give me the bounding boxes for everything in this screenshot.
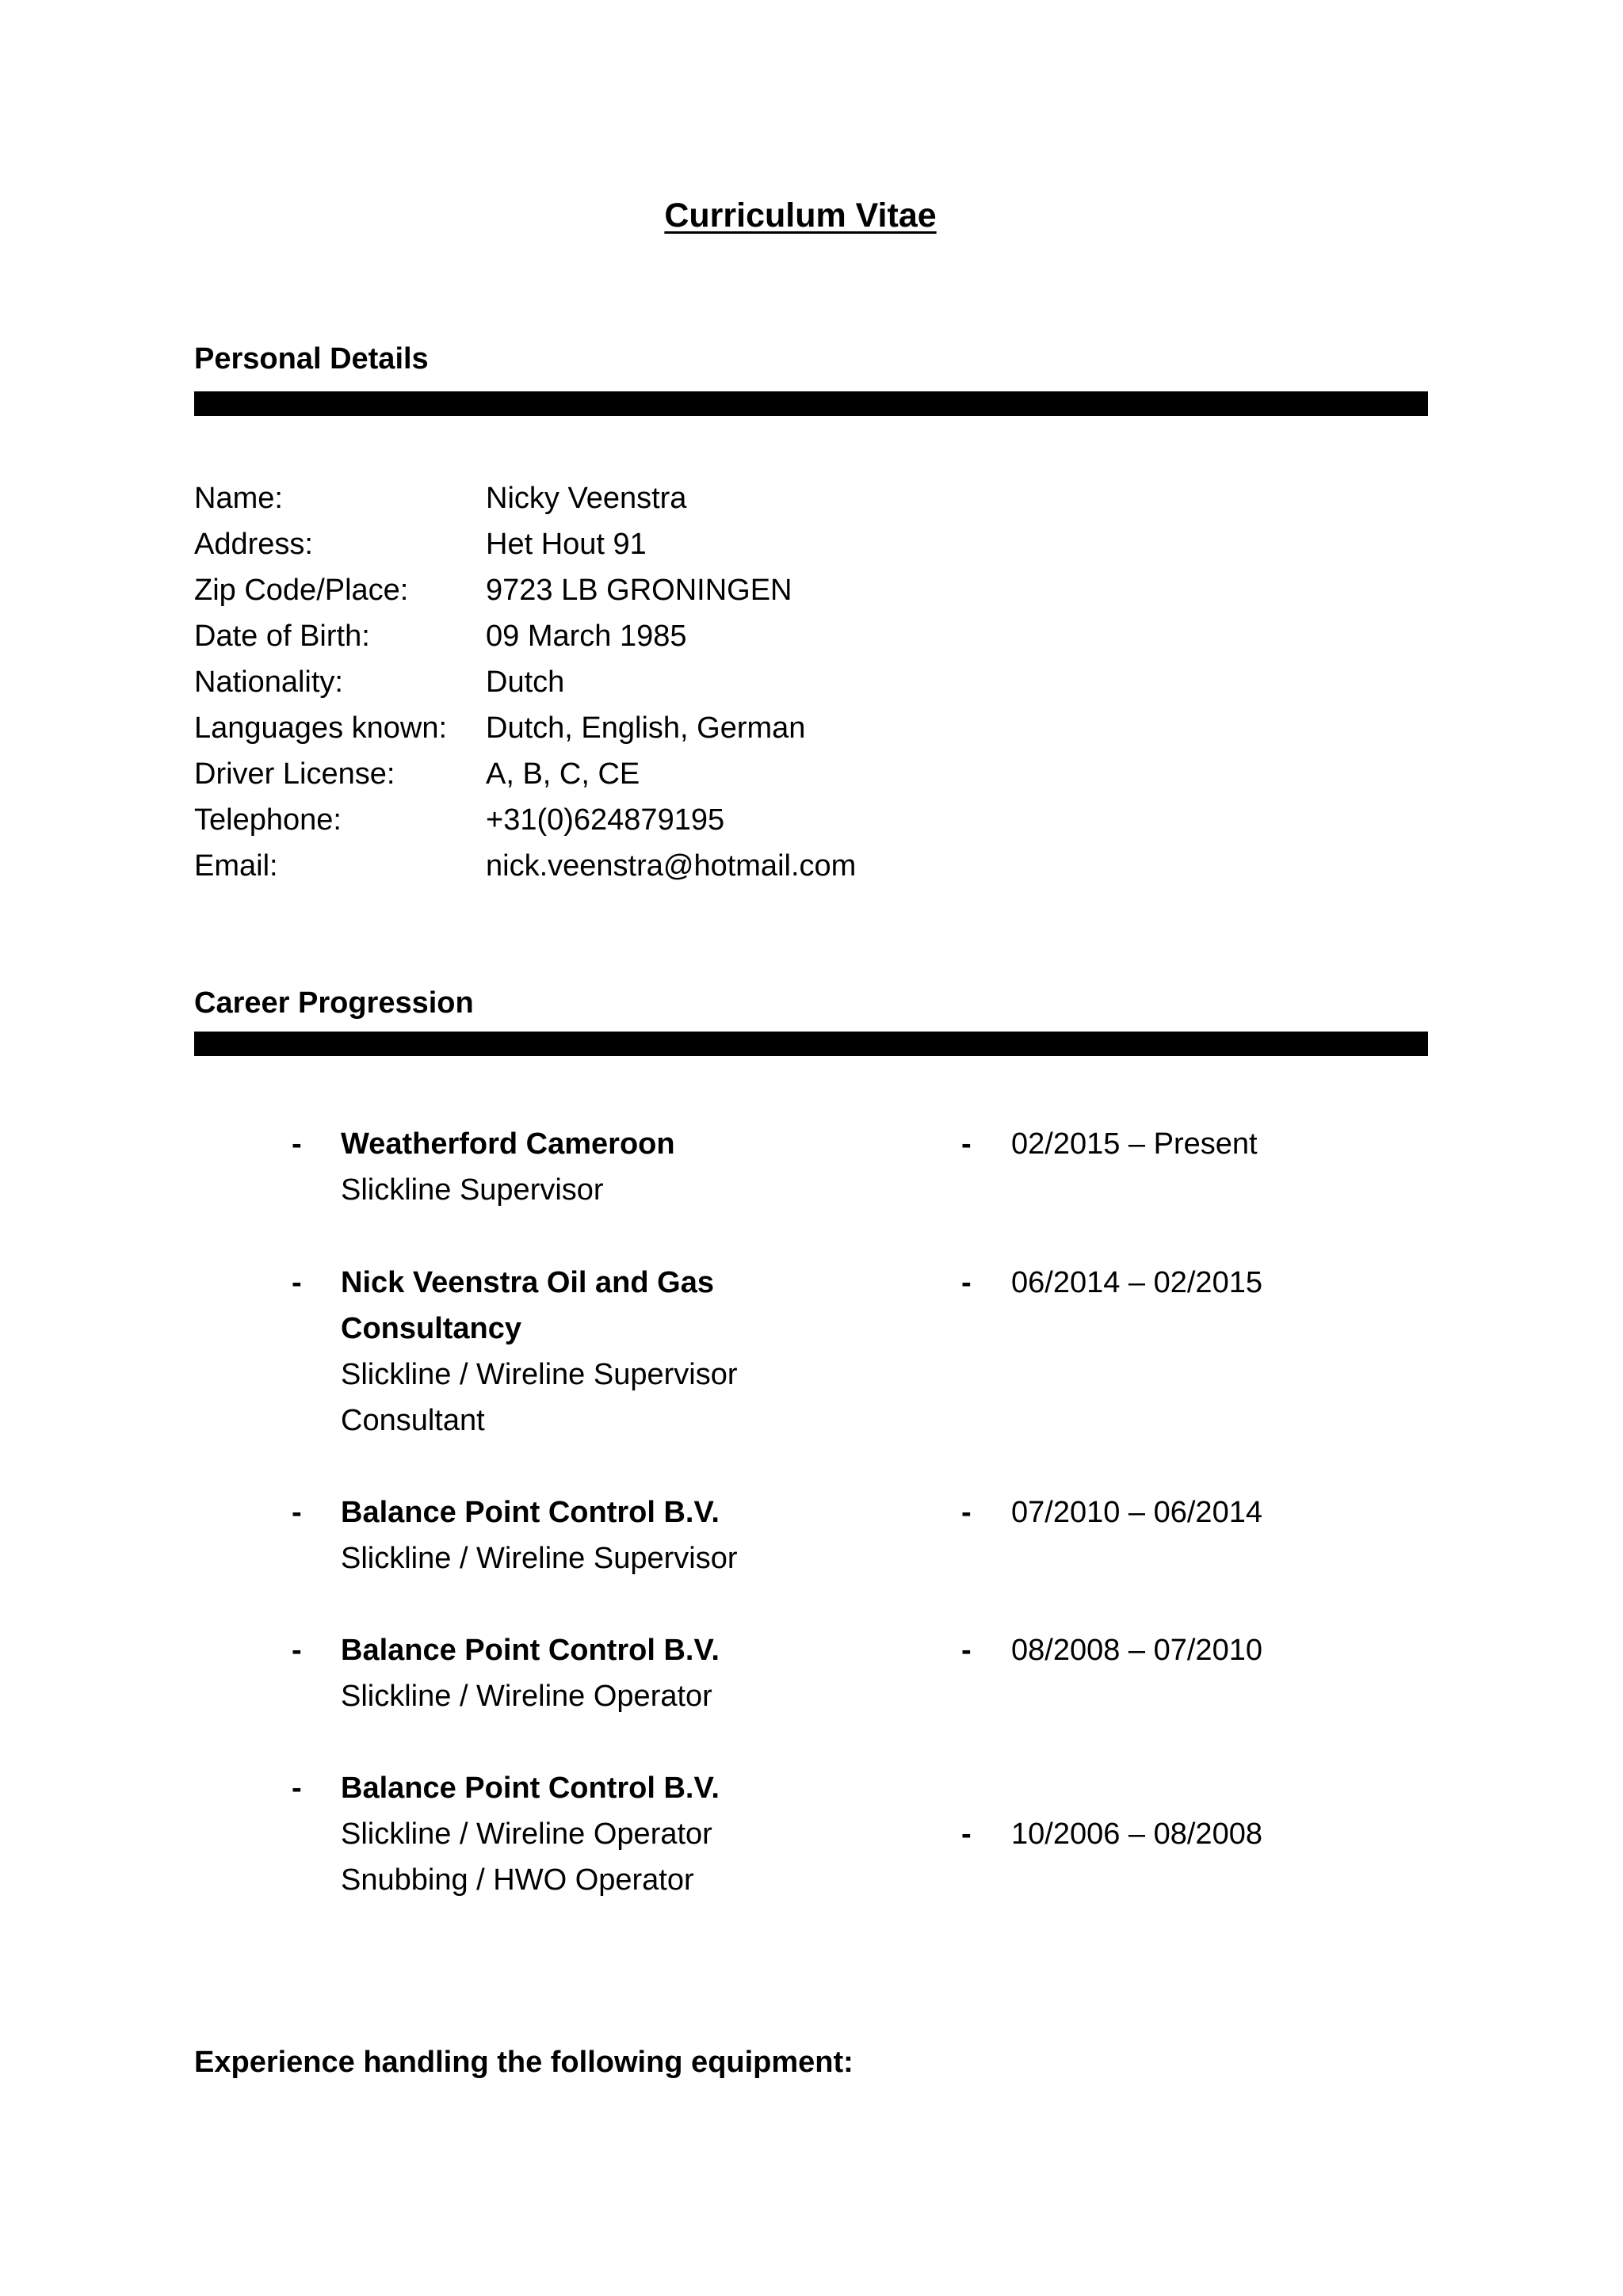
job-dates: 06/2014 – 02/2015 [1011,1266,1262,1299]
detail-label: Address: [194,528,313,561]
bullet-dash: - [961,1634,972,1667]
detail-value: Dutch [486,666,565,699]
bullet-dash: - [961,1817,972,1851]
detail-value: 09 March 1985 [486,620,687,653]
detail-label: Nationality: [194,666,343,699]
job-info [341,1121,785,1213]
detail-row-telephone [194,801,856,847]
personal-details-heading: Personal Details [194,342,429,376]
detail-row-languages [194,709,856,755]
detail-row-zip [194,571,856,617]
job-role: Slickline / Wireline Operator [341,1680,712,1713]
bullet-dash: - [292,1772,302,1805]
bullet-dash: - [961,1496,972,1529]
personal-details-rule [194,391,1428,416]
detail-row-address [194,525,856,571]
bullet-dash: - [292,1496,302,1529]
job-company: Nick Veenstra Oil and Gas Consultancy [341,1266,714,1345]
job-info [341,1260,785,1444]
bullet-dash: - [961,1266,972,1299]
job-company: Balance Point Control B.V. [341,1496,720,1529]
job-info [341,1627,785,1719]
document-title: Curriculum Vitae [664,196,937,235]
bullet-dash: - [292,1634,302,1667]
job-role: Slickline / Wireline Operator [341,1817,712,1851]
detail-value: 9723 LB GRONINGEN [486,574,792,607]
bullet-dash: - [292,1127,302,1161]
detail-label: Zip Code/Place: [194,574,409,607]
job-dates: 07/2010 – 06/2014 [1011,1496,1262,1529]
job-info [341,1489,785,1581]
detail-row-nationality [194,663,856,709]
detail-value: A, B, C, CE [486,757,640,791]
detail-label: Name: [194,482,283,515]
bullet-dash: - [961,1127,972,1161]
detail-value: Het Hout 91 [486,528,647,561]
job-dates: 08/2008 – 07/2010 [1011,1634,1262,1667]
detail-label: Email: [194,849,278,883]
career-progression-rule [194,1032,1428,1056]
job-info [341,1765,785,1903]
equipment-heading: Experience handling the following equipment: [194,2046,854,2079]
detail-label: Languages known: [194,711,448,745]
job-role: Consultant [341,1404,485,1437]
job-role: Slickline Supervisor [341,1173,604,1207]
job-role: Slickline / Wireline Supervisor [341,1358,738,1391]
job-dates: 02/2015 – Present [1011,1127,1258,1161]
job-dates: 10/2006 – 08/2008 [1011,1817,1262,1851]
personal-details-list [194,479,856,893]
detail-row-name [194,479,856,525]
detail-label: Telephone: [194,803,342,837]
detail-value: nick.veenstra@hotmail.com [486,849,857,883]
detail-value: Dutch, English, German [486,711,806,745]
detail-row-license [194,755,856,801]
detail-value: +31(0)624879195 [486,803,725,837]
detail-label: Driver License: [194,757,395,791]
job-role: Slickline / Wireline Supervisor [341,1542,738,1575]
detail-label: Date of Birth: [194,620,370,653]
career-progression-heading: Career Progression [194,986,474,1020]
detail-value: Nicky Veenstra [486,482,687,515]
job-role: Snubbing / HWO Operator [341,1863,694,1897]
bullet-dash: - [292,1266,302,1299]
job-company: Balance Point Control B.V. [341,1772,720,1805]
job-company: Balance Point Control B.V. [341,1634,720,1667]
detail-row-email [194,847,856,893]
detail-row-birth [194,617,856,663]
job-company: Weatherford Cameroon [341,1127,675,1161]
